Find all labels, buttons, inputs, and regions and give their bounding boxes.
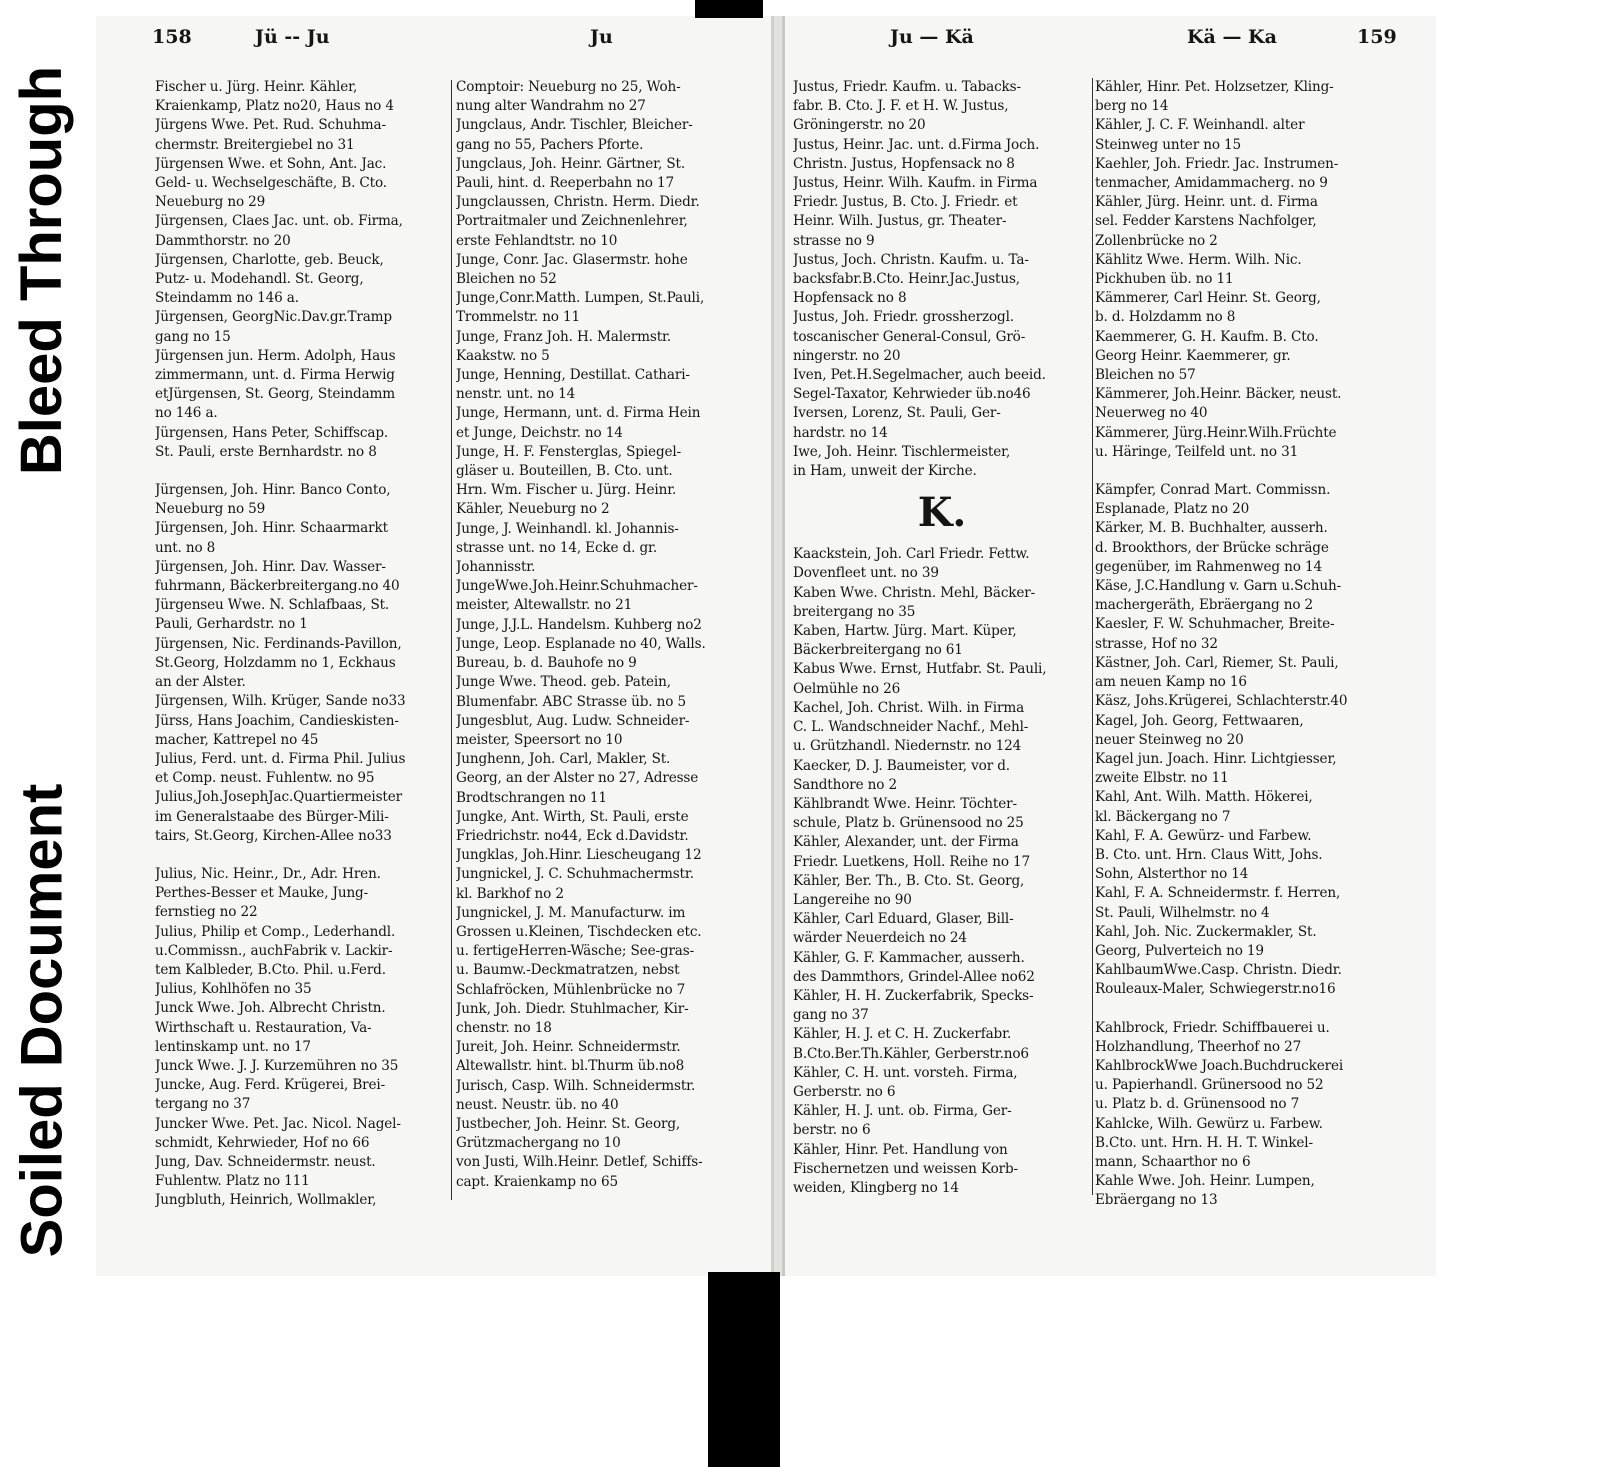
entry-line: Georg Heinr. Kaemmerer, gr.	[1095, 347, 1291, 364]
entry-line: Julius, Nic. Heinr., Dr., Adr. Hren.	[155, 865, 381, 882]
entry-line: Jürgensen Wwe. et Sohn, Ant. Jac.	[155, 155, 387, 172]
entry-line: Kählitz Wwe. Herm. Wilh. Nic.	[1095, 251, 1302, 268]
entry-line: chermstr. Breitergiebel no 31	[155, 136, 355, 153]
entry-line: Jürss, Hans Joachim, Candieskisten-	[155, 712, 399, 729]
entry-line: Grützmachergang no 10	[456, 1135, 621, 1152]
entry-line: b. d. Holzdamm no 8	[1095, 309, 1236, 326]
entry-line: Kahlbrock, Friedr. Schiffbauerei u.	[1095, 1019, 1330, 1036]
entry-line: Kähler, H. H. Zuckerfabrik, Specks-	[793, 987, 1034, 1004]
entry-line: Junge,Conr.Matth. Lumpen, St.Pauli,	[456, 290, 705, 307]
entry-line: Junge, Hermann, unt. d. Firma Hein	[456, 405, 701, 422]
entry-line: d. Brookthors, der Brücke schräge	[1095, 539, 1329, 556]
entry-line: gang no 15	[155, 328, 231, 345]
entry-line: Iversen, Lorenz, St. Pauli, Ger-	[793, 405, 1001, 422]
entry-line: gegenüber, im Rahmenweg no 14	[1095, 558, 1322, 575]
entry-line: Perthes-Besser et Mauke, Jung-	[155, 885, 369, 902]
entry-line: Jungesblut, Aug. Ludw. Schneider-	[456, 712, 690, 729]
entry-line: an der Alster.	[155, 674, 246, 691]
entry-line: Kagel, Joh. Georg, Fettwaaren,	[1095, 712, 1304, 729]
entry-line: Kähler, Hinr. Pet. Holzsetzer, Kling-	[1095, 79, 1334, 95]
entry-line: Jungnickel, J. M. Manufacturw. im	[456, 904, 686, 921]
entry-line: toscanischer General-Consul, Grö-	[793, 328, 1026, 345]
entry-line: Kämpfer, Conrad Mart. Commissn.	[1095, 482, 1331, 499]
entry-line: strasse unt. no 14, Ecke d. gr.	[456, 539, 658, 556]
entry-line: zweite Elbstr. no 11	[1095, 770, 1229, 787]
entry-line: fuhrmann, Bäckerbreitergang.no 40	[155, 578, 400, 595]
entry-line: Junge, Franz Joh. H. Malermstr.	[456, 328, 672, 345]
entry-line: Kähler, H. J. et C. H. Zuckerfabr.	[793, 1026, 1012, 1043]
directory-column-2	[456, 78, 754, 1192]
left-center-head: Ju	[590, 26, 613, 48]
section-letter-k: K.	[917, 489, 967, 537]
entry-line: KahlbaumWwe.Casp. Christn. Diedr.	[1095, 962, 1342, 979]
entry-line: Jurisch, Casp. Wilh. Schneidermstr.	[456, 1077, 696, 1094]
entry-line: Kähler, J. C. F. Weinhandl. alter	[1095, 117, 1305, 134]
entry-line: am neuen Kamp no 16	[1095, 674, 1247, 691]
entry-line: B.Cto. unt. Hrn. H. H. T. Winkel-	[1095, 1134, 1313, 1151]
entry-line: Junck Wwe. Joh. Albrecht Christn.	[155, 1000, 386, 1017]
entry-line: Juncker Wwe. Pet. Jac. Nicol. Nagel-	[155, 1115, 401, 1132]
entry-line: u. Baumw.-Deckmatratzen, nebst	[456, 962, 680, 979]
entry-line: hardstr. no 14	[793, 424, 888, 441]
entry-line: Grossen u.Kleinen, Tischdecken etc.	[456, 923, 702, 940]
entry-line: Dammthorstr. no 20	[155, 232, 291, 249]
entry-line: Putz- u. Modehandl. St. Georg,	[155, 271, 364, 288]
entry-line: Kästner, Joh. Carl, Riemer, St. Pauli,	[1095, 654, 1339, 671]
entry-line: Kabus Wwe. Ernst, Hutfabr. St. Pauli,	[793, 661, 1047, 678]
entry-line: Kaackstein, Joh. Carl Friedr. Fettw.	[793, 546, 1030, 563]
entry-line: u. Grützhandl. Niedernstr. no 124	[793, 738, 1022, 755]
entry-line: Kagel jun. Joach. Hinr. Lichtgiesser,	[1095, 750, 1337, 767]
entry-line: Juncke, Aug. Ferd. Krügerei, Brei-	[155, 1077, 386, 1094]
entry-line: Neueburg no 59	[155, 501, 266, 518]
entry-line: Julius,Joh.JosephJac.Quartiermeister	[155, 789, 402, 806]
entry-line: Kähler, G. F. Kammacher, ausserh.	[793, 949, 1025, 966]
entry-line: et Comp. neust. Fuhlentw. no 95	[155, 770, 375, 787]
entry-line: Kaehler, Joh. Friedr. Jac. Instrumen-	[1095, 155, 1339, 172]
entry-line: no 146 a.	[155, 405, 218, 422]
directory-column-4	[1095, 78, 1395, 1211]
entry-line: Kähler, H. J. unt. ob. Firma, Ger-	[793, 1103, 1012, 1120]
entry-line: meister, Altewallstr. no 21	[456, 597, 633, 614]
entry-line: Junck Wwe. J. J. Kurzemühren no 35	[155, 1057, 399, 1074]
entry-line: von Justi, Wilh.Heinr. Detlef, Schiffs-	[456, 1154, 703, 1171]
entry-line: Junge, J.J.L. Handelsm. Kuhberg no2	[456, 616, 702, 633]
entry-line: berg no 14	[1095, 98, 1169, 115]
entry-line: neuer Steinweg no 20	[1095, 731, 1244, 748]
entry-line: Altewallstr. hint. bl.Thurm üb.no8	[456, 1058, 685, 1075]
entry-line: Kählbrandt Wwe. Heinr. Töchter-	[793, 795, 1017, 812]
entry-line: Jungbluth, Heinrich, Wollmakler,	[155, 1192, 377, 1209]
entry-line: machergeräth, Ebräergang no 2	[1095, 597, 1314, 614]
entry-line: Hrn. Wm. Fischer u. Jürg. Heinr.	[456, 482, 677, 499]
entry-line: Junge, Henning, Destillat. Cathari-	[456, 367, 690, 384]
entry-line: Kaemmerer, G. H. Kaufm. B. Cto.	[1095, 328, 1319, 345]
entry-line: Schlafröcken, Mühlenbrücke no 7	[456, 981, 686, 998]
entry-line: Kaecker, D. J. Baumeister, vor d.	[793, 757, 1010, 774]
entry-spacer	[155, 462, 453, 481]
entry-line: Gröningerstr. no 20	[793, 117, 926, 134]
entry-line: Jungclaus, Joh. Heinr. Gärtner, St.	[456, 155, 685, 172]
entry-line: fernstieg no 22	[155, 904, 258, 921]
entry-line: unt. no 8	[155, 539, 216, 556]
entry-line: Kähler, Neueburg no 2	[456, 501, 610, 518]
entry-line: erste Fehlandtstr. no 10	[456, 232, 618, 249]
entry-line: Dovenfleet unt. no 39	[793, 565, 939, 582]
entry-line: Julius, Ferd. unt. d. Firma Phil. Julius	[155, 750, 406, 767]
entry-line: Junge, Leop. Esplanade no 40, Walls.	[456, 635, 706, 652]
entry-line: kl. Barkhof no 2	[456, 885, 564, 902]
entry-line: C. L. Wandschneider Nachf., Mehl-	[793, 719, 1029, 736]
entry-line: Geld- u. Wechselgeschäfte, B. Cto.	[155, 175, 387, 192]
entry-line: Heinr. Wilh. Justus, gr. Theater-	[793, 213, 1007, 230]
entry-line: Junge, H. F. Fensterglas, Spiegel-	[456, 443, 682, 460]
entry-line: Kämmerer, Jürg.Heinr.Wilh.Früchte	[1095, 424, 1337, 441]
entry-line: fabr. B. Cto. J. F. et H. W. Justus,	[793, 98, 1009, 115]
right-page-header	[885, 26, 1397, 60]
entry-line: Kaesler, F. W. Schuhmacher, Breite-	[1095, 616, 1335, 633]
entry-line: Junge, Conr. Jac. Glasermstr. hohe	[456, 251, 688, 268]
entry-line: Kähler, Hinr. Pet. Handlung von	[793, 1141, 1008, 1158]
entry-line: tairs, St.Georg, Kirchen-Allee no33	[155, 827, 392, 844]
entry-line: Sandthore no 2	[793, 776, 897, 793]
entry-line: Fuhlentw. Platz no 111	[155, 1173, 310, 1190]
entry-line: Langereihe no 90	[793, 891, 912, 908]
entry-line: Georg, an der Alster no 27, Adresse	[456, 770, 699, 787]
entry-line: Pauli, hint. d. Reeperbahn no 17	[456, 175, 675, 192]
entry-line: Jürgenseu Wwe. N. Schlafbaas, St.	[155, 597, 390, 614]
spine-mark-bottom	[708, 1272, 780, 1467]
left-page-header	[150, 26, 750, 60]
entry-line: Jungclaus, Andr. Tischler, Bleicher-	[456, 117, 693, 134]
entry-line: St. Pauli, Wilhelmstr. no 4	[1095, 904, 1270, 921]
entry-line: wärder Neuerdeich no 24	[793, 930, 967, 947]
entry-line: Kaben Wwe. Christn. Mehl, Bäcker-	[793, 584, 1036, 601]
entry-line: Kähler, C. H. unt. vorsteh. Firma,	[793, 1064, 1018, 1081]
entry-line: Neueburg no 29	[155, 194, 266, 211]
left-running-head: Jü -- Ju	[255, 26, 330, 48]
entry-line: Blumenfabr. ABC Strasse üb. no 5	[456, 693, 686, 710]
entry-line: Kahl, Joh. Nic. Zuckermakler, St.	[1095, 923, 1317, 940]
entry-line: Kahlcke, Wilh. Gewürz u. Farbew.	[1095, 1115, 1323, 1132]
entry-line: B. Cto. unt. Hrn. Claus Witt, Johs.	[1095, 846, 1323, 863]
entry-line: Gerberstr. no 6	[793, 1083, 896, 1100]
entry-line: chenstr. no 18	[456, 1019, 552, 1036]
entry-line: Friedr. Justus, B. Cto. J. Friedr. et	[793, 194, 1018, 211]
entry-line: macher, Kattrepel no 45	[155, 731, 319, 748]
column-rule-right	[1092, 78, 1093, 1195]
right-page-number: 159	[1357, 26, 1397, 48]
book-gutter	[774, 16, 782, 1276]
entry-line: Jürgensen, Joh. Hinr. Schaarmarkt	[155, 520, 388, 537]
entry-line: berstr. no 6	[793, 1122, 871, 1139]
entry-line: Kaben, Hartw. Jürg. Mart. Küper,	[793, 623, 1017, 640]
entry-line: Käsz, Johs.Krügerei, Schlachterstr.40	[1095, 693, 1348, 710]
entry-line: Iwe, Joh. Heinr. Tischlermeister,	[793, 443, 1011, 460]
entry-line: Jungke, Ant. Wirth, St. Pauli, erste	[456, 808, 689, 825]
entry-line: tergang no 37	[155, 1096, 251, 1113]
entry-line: Jürgensen, Hans Peter, Schiffscap.	[155, 424, 389, 441]
entry-line: Jungnickel, J. C. Schuhmachermstr.	[456, 866, 694, 883]
soiled-document-label: Soiled Document	[9, 783, 75, 1257]
entry-line: Comptoir: Neueburg no 25, Woh-	[456, 79, 681, 95]
entry-line: Pauli, Gerhardstr. no 1	[155, 616, 308, 633]
entry-line: et Junge, Deichstr. no 14	[456, 424, 623, 441]
entry-line: etJürgensen, St. Georg, Steindamm	[155, 386, 396, 403]
entry-line: sel. Fedder Karstens Nachfolger,	[1095, 213, 1317, 230]
entry-line: neust. Neustr. üb. no 40	[456, 1096, 619, 1113]
entry-line: Steindamm no 146 a.	[155, 290, 299, 307]
entry-line: Kärker, M. B. Buchhalter, ausserh.	[1095, 520, 1328, 537]
entry-line: in Ham, unweit der Kirche.	[793, 463, 977, 480]
entry-line: Junghenn, Joh. Carl, Makler, St.	[456, 751, 671, 768]
entry-line: Bureau, b. d. Bauhofe no 9	[456, 655, 637, 672]
entry-line: kl. Bäckergang no 7	[1095, 808, 1231, 825]
entry-line: Kahl, Ant. Wilh. Matth. Hökerei,	[1095, 789, 1313, 806]
entry-line: zimmermann, unt. d. Firma Herwig	[155, 367, 395, 384]
entry-line: Kachel, Joh. Christ. Wilh. in Firma	[793, 699, 1025, 716]
entry-line: Kähler, Carl Eduard, Glaser, Bill-	[793, 911, 1014, 928]
entry-line: Jung, Dav. Schneidermstr. neust.	[155, 1153, 376, 1170]
entry-line: nenstr. unt. no 14	[456, 386, 576, 403]
entry-line: Rouleaux-Maler, Schwiegerstr.no16	[1095, 981, 1336, 998]
entry-line: u. Papierhandl. Grünersood no 52	[1095, 1077, 1324, 1094]
entry-line: KahlbrockWwe Joach.Buchdruckerei	[1095, 1057, 1344, 1074]
entry-line: Kähler, Ber. Th., B. Cto. St. Georg,	[793, 872, 1025, 889]
directory-column-1	[155, 78, 453, 1211]
entry-line: Trommelstr. no 11	[456, 309, 581, 326]
entry-line: Kahle Wwe. Joh. Heinr. Lumpen,	[1095, 1173, 1315, 1190]
entry-line: Brodtschrangen no 11	[456, 789, 607, 806]
entry-line: u. Häringe, Teilfeld unt. no 31	[1095, 443, 1299, 460]
entry-line: strasse, Hof no 32	[1095, 635, 1218, 652]
entry-line: strasse no 9	[793, 232, 875, 249]
entry-line: Christn. Justus, Hopfensack no 8	[793, 155, 1015, 172]
entry-line: Kahl, F. A. Gewürz- und Farbew.	[1095, 827, 1312, 844]
entry-line: Kaakstw. no 5	[456, 347, 550, 364]
entry-line: Esplanade, Platz no 20	[1095, 501, 1250, 518]
entry-line: Jürgensen, Joh. Hinr. Banco Conto,	[155, 482, 391, 499]
entry-line: Kämmerer, Carl Heinr. St. Georg,	[1095, 290, 1321, 307]
entry-line: Jürgens Wwe. Pet. Rud. Schuhma-	[155, 117, 386, 134]
entry-line: Junge Wwe. Theod. geb. Patein,	[456, 674, 671, 691]
entry-line: Fischernetzen und weissen Korb-	[793, 1160, 1018, 1177]
entry-line: Ebräergang no 13	[1095, 1192, 1218, 1209]
entry-line: Jungclaussen, Christn. Herm. Diedr.	[456, 194, 700, 211]
entry-spacer	[155, 846, 453, 865]
entry-line: gang no 37	[793, 1007, 869, 1024]
entry-line: Portraitmaler und Zeichnenlehrer,	[456, 213, 688, 230]
entry-line: Jürgensen, GeorgNic.Dav.gr.Tramp	[155, 309, 392, 326]
entry-line: Bleichen no 57	[1095, 367, 1196, 384]
entry-line: Kämmerer, Joh.Heinr. Bäcker, neust.	[1095, 386, 1342, 403]
entry-line: Justus, Heinr. Jac. unt. d.Firma Joch.	[793, 136, 1040, 153]
entry-line: Käse, J.C.Handlung v. Garn u.Schuh-	[1095, 578, 1342, 595]
entry-line: Bäckerbreitergang no 61	[793, 642, 963, 659]
entry-line: Junge, J. Weinhandl. kl. Johannis-	[456, 520, 679, 537]
entry-line: Kahl, F. A. Schneidermstr. f. Herren,	[1095, 885, 1341, 902]
entry-line: Johannisstr.	[456, 559, 536, 576]
entry-line: ningerstr. no 20	[793, 347, 901, 364]
entry-line: Segel-Taxator, Kehrwieder üb.no46	[793, 386, 1031, 403]
entry-line: Oelmühle no 26	[793, 680, 901, 697]
entry-line: meister, Speersort no 10	[456, 731, 623, 748]
entry-spacer	[1095, 462, 1395, 481]
entry-line: Junk, Joh. Diedr. Stuhlmacher, Kir-	[456, 1000, 689, 1017]
entry-line: Friedr. Luetkens, Holl. Reihe no 17	[793, 853, 1031, 870]
entry-line: Sohn, Alsterthor no 14	[1095, 866, 1249, 883]
entry-line: JungeWwe.Joh.Heinr.Schuhmacher-	[456, 578, 698, 595]
entry-line: Jungklas, Joh.Hinr. Liescheugang 12	[456, 847, 702, 864]
entry-line: schmidt, Kehrwieder, Hof no 66	[155, 1134, 370, 1151]
entry-line: capt. Kraienkamp no 65	[456, 1173, 618, 1190]
entry-line: backsfabr.B.Cto. Heinr.Jac.Justus,	[793, 271, 1020, 288]
entry-line: Jürgensen, Charlotte, geb. Beuck,	[155, 251, 384, 268]
entry-line: Kraienkamp, Platz no20, Haus no 4	[155, 98, 394, 115]
entry-line: im Generalstaabe des Bürger-Mili-	[155, 808, 389, 825]
entry-line: Justbecher, Joh. Heinr. St. Georg,	[456, 1115, 681, 1132]
entry-line: Wirthschaft u. Restauration, Va-	[155, 1019, 372, 1036]
entry-line: Kähler, Alexander, unt. der Firma	[793, 834, 1019, 851]
entry-line: Fischer u. Jürg. Heinr. Kähler,	[155, 79, 358, 95]
bleed-through-label: Bleed Through	[9, 65, 75, 475]
entry-line: Jürgensen, Claes Jac. unt. ob. Firma,	[155, 213, 403, 230]
entry-line: Neuerweg no 40	[1095, 405, 1208, 422]
directory-column-3	[793, 78, 1091, 1198]
left-page-number: 158	[152, 26, 192, 48]
entry-line: Pickhuben üb. no 11	[1095, 271, 1234, 288]
entry-line: Bleichen no 52	[456, 271, 557, 288]
entry-line: tenmacher, Amidammacherg. no 9	[1095, 175, 1328, 192]
entry-line: Jureit, Joh. Heinr. Schneidermstr.	[456, 1039, 681, 1056]
right-running-head: Kä — Ka	[1187, 26, 1277, 48]
entry-line: Julius, Philip et Comp., Lederhandl.	[155, 923, 396, 940]
entry-line: u. fertigeHerren-Wäsche; See-gras-	[456, 943, 695, 960]
entry-line: des Dammthors, Grindel-Allee no62	[793, 968, 1035, 985]
entry-line: Iven, Pet.H.Segelmacher, auch beeid.	[793, 367, 1046, 384]
entry-line: Friedrichstr. no44, Eck d.Davidstr.	[456, 827, 689, 844]
entry-line: Kähler, Jürg. Heinr. unt. d. Firma	[1095, 194, 1318, 211]
entry-line: St.Georg, Holzdamm no 1, Eckhaus	[155, 654, 396, 671]
entry-line: Justus, Joh. Friedr. grossherzogl.	[793, 309, 1014, 326]
entry-line: breitergang no 35	[793, 603, 916, 620]
entry-line: Jürgensen jun. Herm. Adolph, Haus	[155, 347, 396, 364]
entry-line: nung alter Wandrahm no 27	[456, 98, 646, 115]
entry-line: Hopfensack no 8	[793, 290, 907, 307]
entry-line: Steinweg unter no 15	[1095, 136, 1242, 153]
entry-line: tem Kalbleder, B.Cto. Phil. u.Ferd.	[155, 961, 386, 978]
entry-line: gläser u. Bouteillen, B. Cto. unt.	[456, 463, 673, 480]
entry-line: Justus, Heinr. Wilh. Kaufm. in Firma	[793, 175, 1038, 192]
entry-line: Jürgensen, Nic. Ferdinands-Pavillon,	[155, 635, 402, 652]
right-center-head: Ju — Kä	[890, 26, 974, 48]
entry-line: Holzhandlung, Theerhof no 27	[1095, 1038, 1302, 1055]
entry-line: Georg, Pulverteich no 19	[1095, 942, 1264, 959]
spine-mark-top	[695, 0, 763, 18]
entry-line: Justus, Friedr. Kaufm. u. Tabacks-	[793, 79, 1021, 95]
entry-line: weiden, Klingberg no 14	[793, 1179, 959, 1196]
entry-line: mann, Schaarthor no 6	[1095, 1153, 1251, 1170]
entry-line: Julius, Kohlhöfen no 35	[155, 981, 312, 998]
entry-line: u.Commissn., auchFabrik v. Lackir-	[155, 942, 393, 959]
entry-line: Zollenbrücke no 2	[1095, 232, 1218, 249]
entry-line: Jürgensen, Joh. Hinr. Dav. Wasser-	[155, 558, 386, 575]
entry-line: St. Pauli, erste Bernhardstr. no 8	[155, 443, 377, 460]
entry-line: gang no 55, Pachers Pforte.	[456, 136, 644, 153]
entry-line: u. Platz b. d. Grünensood no 7	[1095, 1096, 1300, 1113]
entry-line: schule, Platz b. Grünensood no 25	[793, 815, 1024, 832]
entry-line: Justus, Joch. Christn. Kaufm. u. Ta-	[793, 251, 1029, 268]
entry-line: Jürgensen, Wilh. Krüger, Sande no33	[155, 693, 406, 710]
entry-line: lentinskamp unt. no 17	[155, 1038, 311, 1055]
entry-line: B.Cto.Ber.Th.Kähler, Gerberstr.no6	[793, 1045, 1029, 1062]
entry-spacer	[1095, 1000, 1395, 1019]
